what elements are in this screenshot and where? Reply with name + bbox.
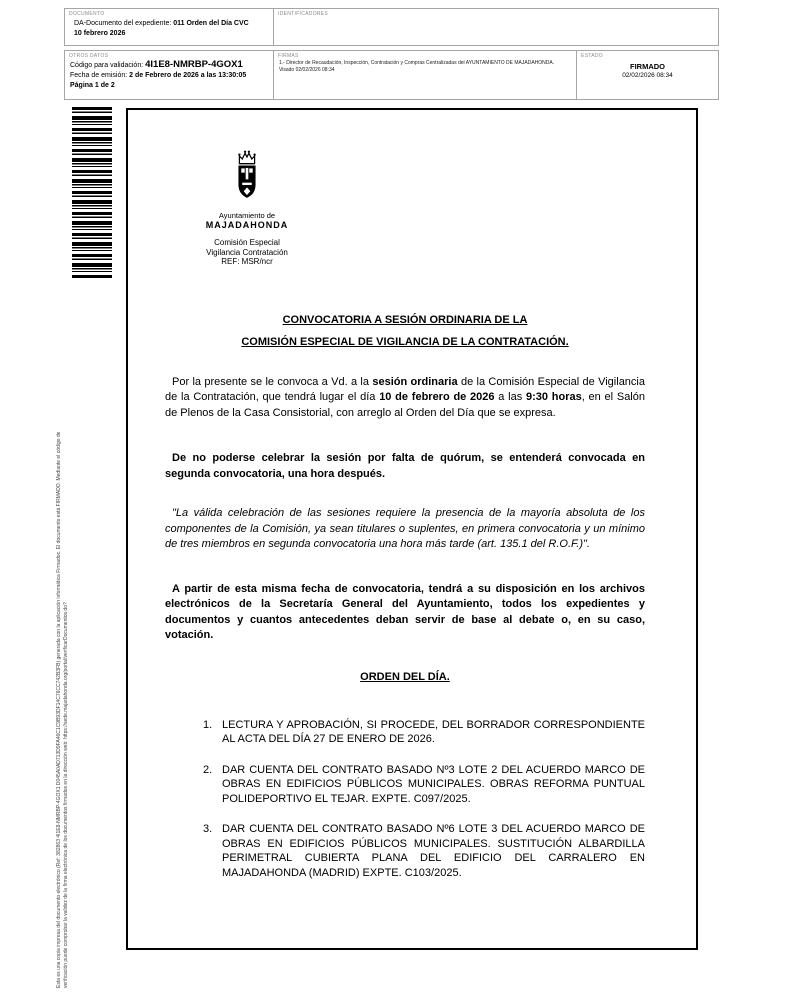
ref-line-comision: Comisión Especial — [214, 238, 280, 247]
orden-del-dia-title: ORDEN DEL DÍA. — [360, 670, 450, 683]
fecha-emision-row — [70, 71, 269, 81]
documento-value-title: 011 Orden del Día CVC 10 febrero 2026 — [74, 20, 249, 37]
header-otros-datos-box — [64, 50, 274, 100]
org-name-line2: MAJADAHONDA — [205, 220, 289, 230]
codigo-validacion-value: 4I1E8-NMRBP-4GOX1 — [145, 59, 243, 70]
p1-seg4: , en el Salón de Plenos de la Casa Consistorial, con arreglo al Orden del Día que se expresa. — [165, 391, 645, 419]
estado-datetime: 02/02/2026 08:34 — [622, 72, 673, 79]
list-item-text: DAR CUENTA DEL CONTRATO BASADO Nº3 LOTE 2 DEL ACUERDO MARCO DE OBRAS EN EDIFICIOS PÚBLICOS MUNICIPALES. OBRAS REFORMA PUNTUAL POLIDEPORTIVO EL TEJAR. EXPTE. C097/2025. — [222, 763, 645, 805]
paragraph-cita-rof: "La válida celebración de las sesiones requiere la presencia de la mayoría absoluta de los componentes de la Comisión, ya sean titulares o suplentes, en primera convocatoria y un mínimo de tres miembros en segunda convocatoria una hora más tarde (art. 135.1 del R.O.F.)". — [165, 507, 645, 550]
letterhead — [177, 148, 317, 267]
document-title-line2: COMISIÓN ESPECIAL DE VIGILANCIA DE LA CONTRATACIÓN. — [241, 335, 569, 348]
list-item — [203, 822, 645, 880]
codigo-validacion-label: Código para validación: — [70, 62, 146, 69]
p1-bold-fecha: 10 de febrero de 2026 — [379, 391, 495, 403]
documento-value-prefix: DA-Documento del expediente: — [74, 20, 174, 27]
barcode — [72, 107, 112, 279]
orden-del-dia-list — [203, 718, 645, 881]
verification-sidebar-text — [56, 288, 69, 988]
list-item-number: 1. — [203, 718, 213, 731]
list-item-text: DAR CUENTA DEL CONTRATO BASADO Nº6 LOTE 3 DEL ACUERDO MARCO DE OBRAS EN EDIFICIOS PÚBLICOS MUNICIPALES. SUSTITUCIÓN ALBARDILLA PERIMETRAL CUBIERTA PLANA DEL EDIFICIO DEL CARRALERO EN MAJADAHONDA (MADRID) EXPTE. C103/2025. — [222, 823, 645, 879]
verification-line-1: Esta es una copia impresa del documento electrónico (Ref: 382863 4I1E8-NMRBP-4GOX1 D045A0AD713D9FA46C1C9B93DF14C76CC742B3FB) generada con la aplicación informática Firmadoc. El documento está FIRMADO. Mediante el código de — [56, 431, 62, 988]
firmas-label: FIRMAS — [278, 53, 299, 59]
paragraph-archivos: A partir de esta misma fecha de convocatoria, tendrá a su disposición en los archivos electrónicos de la Secretaría General del Ayuntamiento, todos los expedientes y documentos y cuantos antecedentes deban servir de base al debate o, en su caso, votación. — [165, 582, 645, 641]
p1-seg1: Por la presente se le convoca a Vd. a la — [172, 375, 373, 388]
estado-status-badge: FIRMADO — [630, 62, 665, 71]
orden-del-dia-heading — [165, 670, 645, 685]
coat-of-arms-icon — [228, 148, 266, 204]
documento-label: DOCUMENTO — [69, 11, 105, 17]
verification-line-2: verificación puede comprobar la validez de la firma electrónica de los documentos firmados en la dirección web: https://sede.majadahonda.org/portal/verificarDocumentos.do? — [62, 602, 69, 988]
paragraph-quorum: De no poderse celebrar la sesión por falta de quórum, se entenderá convocada en segunda convocatoria, una hora después. — [165, 452, 645, 480]
ref-line-vigilancia: Vigilancia Contratación — [206, 247, 288, 257]
estado-label: ESTADO — [581, 53, 603, 59]
reference-block — [177, 238, 317, 267]
firmas-content: 1.- Director de Recaudación, Inspección, Contratación y Compras Centralizadas del AYUNTAMIENTO DE MAJADAHONDA. Visado 02/02/2026 08:34 — [279, 60, 555, 73]
header-firmas-box — [273, 50, 577, 100]
p1-bold-sesion: sesión ordinaria — [372, 375, 458, 388]
document-title-line1: CONVOCATORIA A SESIÓN ORDINARIA DE LA — [282, 313, 528, 326]
org-name-line1: Ayuntamiento de — [218, 211, 276, 220]
fecha-emision-label: Fecha de emisión: — [70, 72, 130, 79]
documento-value — [65, 17, 260, 38]
p1-seg3: a las — [494, 391, 526, 403]
fecha-emision-value: 2 de Febrero de 2026 a las 13:30:05 — [129, 72, 247, 79]
document-title — [165, 309, 645, 353]
p1-seg2: de la Comisión Especial de Vigilancia de la Contratación, que tendrá lugar el día — [165, 375, 645, 403]
otros-datos-content — [65, 59, 273, 91]
pagina-indicator: Página 1 de 2 — [70, 82, 115, 89]
identificadores-label: IDENTIFICADORES — [278, 11, 329, 17]
list-item-number: 3. — [203, 823, 213, 835]
p1-bold-hora: 9:30 horas — [525, 391, 582, 403]
list-item-text: LECTURA Y APROBACIÓN, SI PROCEDE, DEL BORRADOR CORRESPONDIENTE AL ACTA DEL DÍA 27 DE ENERO DE 2026. — [222, 718, 645, 745]
list-item-number: 2. — [203, 763, 213, 776]
paragraph-convocatoria — [165, 375, 645, 422]
ref-line-ref: REF: MSR/ncr — [221, 257, 273, 266]
header-identificadores-box — [273, 8, 719, 46]
document-body — [126, 108, 698, 950]
header-estado-box — [576, 50, 719, 100]
list-item — [203, 763, 645, 807]
header-documento-box — [64, 8, 274, 46]
list-item — [203, 718, 645, 747]
otros-datos-label: OTROS DATOS — [69, 53, 109, 59]
codigo-validacion-row — [70, 60, 269, 71]
